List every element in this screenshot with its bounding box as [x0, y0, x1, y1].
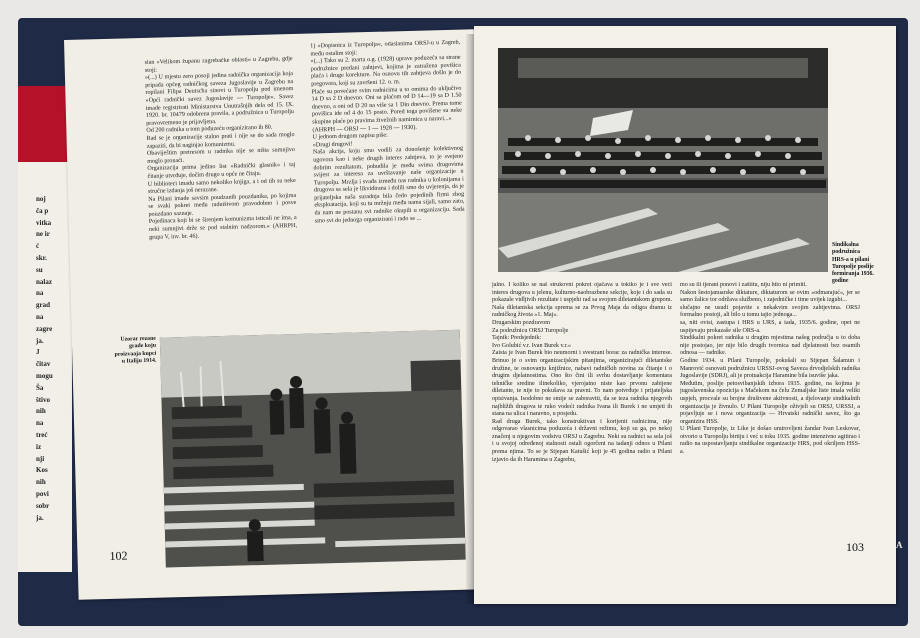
- strip-line: ča p: [36, 206, 49, 215]
- strip-line: na: [36, 419, 44, 428]
- strip-line: nih: [36, 478, 46, 487]
- strip-line: skr.: [36, 253, 47, 262]
- right-page-column-1: jalno. I koliko se naš strukovni pokret ojačava u tokiko je i sve veći interes drugova u jelenu, kulturno-naobrazbene sekcije, koje i do sada su pokazale vidljivih rezultate i uspjehi rad sa svojom diletantskom grupom. Naša diletantska sekcija sprema se za Prvog Maja da odigra dramu iz radničkog života »1. Maj«. Drugarskim pozdravom Za podružnicu ORSJ Turopolje Tajnik: Predsjednik: Ivo Golubić v.r. Ivan Burek v.r.« Zaista je Ivan Burek bio neumorni i svestrani borac za radnička interese. Brinuo je o svim organizacijskim pitanjima, organizirajući diletantske družine, te osnovanju knjižnice, nabavi radničkih novina za čitanje i o drugim djelatnostima. Ono što čini ili svrhu dostavljanje komentara tehničke sredine ilinekoliko, vjerojatno niste kao prvonu zabijene diletante, te nije to pokušava za pravni. To nam potvrđuje i prijateljska opisivanja. Isodobno ne smije se zaboraviti, da se teza radnika njegovih najbližih drugova te ruko vodeći radnika Ivana ili Burek i ne umjeti ih stana na ulica i naravno, u posjedu. Rad druga Burek, tako konstruktivan i korijenit radnicima, nije odgovarao vlasnicima poduzeća i državni režimu, koji su ga, po nekoj značenj u njegovim vodstvu ORSJ u Zagrebu. Neki su radnici sa sela još i u svojoj određenoj stalnosti ostali ogorčeni na tadanji odnos u Pilani prema njima. To se je Stjepan Katušić koji je 45 godina radio u Pilani izjavio da ih Haramina u Zagrebu,: [492, 282, 672, 463]
- left-photo-lumber-yard: [160, 330, 466, 568]
- group-photo-icon: [498, 48, 828, 272]
- lumber-photo-icon: [160, 330, 466, 568]
- strip-line: sobr: [36, 501, 50, 510]
- strip-line: mogu: [36, 371, 53, 380]
- right-edge-letter: A: [896, 540, 903, 550]
- strip-line: nalaz: [36, 277, 52, 286]
- strip-text: [36, 194, 72, 524]
- strip-line: štivo: [36, 395, 50, 404]
- right-page-column-2: mo su ili tjerani ponovi i zaštitu, niju htio ni primiti. Nakon šestojanuarske diktature, diktaturom se ovim »odmarajuć«, jer se samo žalice tor održava službeno, i zajedničke i time uvijek izgubi... slučajno ne usudi pojavite s nekakvim svojim zahtjevima. ORSJ formalno postoji, ali bilo u tomu tajio jednoga... sa, niti ovisi, zastupa i HRS u URS, a tada, 1935/6. godine, opet ne uspijevaju prokazaše sile ORS-a. Sindikalni pokret radnika u drugim mjestima našeg područja u to doba nije postojao, jer nije bilo drugih tvornica nad djelatnosti bez osamih odnosa — radnike. Godine 1934. u Pilani Turopolje, pokušali su Stjepan Šalamun i Manrović osnovati podružnicu URSSJ-ovog Saveza drvodjelskih radnika Jugoslavije (SDRJ), ali je protuakcija Haramine bila isuviše jaka. Međutim, poslije petosvibanjskih izbora 1935. godine, na kojima je jugoslavenska opozicija s Mačekom na čelu Zemaljske liste imala veliki uspjeh, procvale su brojne društvene aktivnosti, a djelovanje sindikalnih organizacija je živnulo. U Pilani Turopolje oživjeli su ORSJ, URSSJ, a pojavljuje se i nova organizacija — Hrvatski radnički savez, što ga organizira HSS. U Pilani Turopolje, iz Like je došao umirovljeni žandar Ivan Leskovar, otvorio u Turopolju birtiju i već u toku 1935. godine intenzivno agitirao i radio na uspostavljanju sindikalne organizacije HRS, pod okriljem HSS-a.: [680, 282, 860, 456]
- left-page-number: 102: [109, 548, 128, 563]
- strip-line: iz: [36, 442, 42, 451]
- left-page: [64, 29, 489, 600]
- left-photo-caption: Uzorar rezane grade koju proizvaaja kupci u Italiju 1914.: [114, 335, 157, 365]
- strip-line: treć: [36, 430, 48, 439]
- right-photo-caption: Sindikalna podružnica HRS-a u pilani Turopolje poslije formiranja 1936. godine: [832, 242, 874, 285]
- left-page-column-1: slan »Velikom županu zagrebačke oblasti« u Zagrebu, gdje stoji: »(...) U mjestu zero posoji jedina radnička organizacija koja pripada općeg radničkog saveza Jugoslavije u Zagrebu na ropilani Filipa Deutscha sinovi u Turopolju pod imenom »Opći radnički savez Jugoslavije — Turopolje«. Savez imade registrirati Ministarstva Unutrašnjih dela od 15. IX. 1920. br. 10479 odobrena pravila, a podružnica u Turopolju pravovremeno je prijavljena. Od 200 radnika u tom poduzeću organizirano ih 80. Rad se je organizacije stalno prati i nije se do sada moglo zapaziti, da bi naginjao komunizmu. Obaviještim pretresom u radnika nije se ništa sumnjivo moglo pronaći. Organizacija prima jedino list »Radnički glasnik« i taj čitanje utvrđuje, dočim drugo u opće ne čitaju. U biblioteci imadu samo nekoliko knjiga, a i od tih su neke stručne izdanja još nerazane. Na Pilani imade savsim poudzanih pouzdanika, po kojima se svaki pokret među radništvom pravodobno i posve pouzdano saznaje. Pojedinaca koji bi se širenjem komunizma isticali ne ima, a neki sumnjivi drže se pod stalnim nadzorom.« (AHRPH, grupa V, inv. br. 46).: [144, 56, 298, 241]
- strip-line: zagre: [36, 324, 53, 333]
- strip-line: ć: [36, 242, 40, 251]
- right-page: [474, 26, 896, 604]
- strip-line: J: [36, 348, 40, 357]
- right-photo-group-portrait: [498, 48, 828, 272]
- strip-line: nji: [36, 454, 45, 463]
- strip-line: Kos: [36, 466, 48, 475]
- strip-line: vitka: [36, 218, 52, 227]
- strip-line: na: [36, 312, 44, 321]
- strip-line: na: [36, 289, 44, 298]
- strip-line: ja.: [36, 513, 44, 522]
- strip-line: Ša: [36, 383, 44, 392]
- right-page-number: 103: [846, 540, 864, 554]
- strip-line: povi: [36, 489, 49, 498]
- strip-line: su: [36, 265, 43, 274]
- strip-line: ne ir: [36, 230, 50, 239]
- strip-line: nih: [36, 407, 46, 416]
- strip-line: grad: [36, 301, 50, 310]
- underlying-page-strip: [18, 162, 72, 572]
- strip-line: čitav: [36, 360, 51, 369]
- strip-line: ja.: [36, 336, 44, 345]
- strip-line: noj: [36, 195, 46, 203]
- left-page-column-2: 1) »Dopisnica iz Turopolja«, odaslanima ORSJ-u u Zagreb, među ostalim stoji: »(...) Tako su 2. marta o.g. (1928) uprave poduzeća sa strane podružnice predani zahtjevi, kojima je zatražena povišica plaća i druge korekture. Na osnovu tih zahtjeva došlo je do pregovora, koji su završeni 12. o. m. Plaće su povećane svim radnicima u to omima do uključivo 14 D sa 2 D dnevno. Oni sa plaćom od D 14—19 sa D 1.50 dnevno, a oni od D 20 na više sa 1 Din dnevno. Prema tome povišica ide od 4 do 15 posto. Pored toga povišene su neke skupine plaće po pravima živežnih namirnica u naravi...« (AHRPH — ORSJ — 1 — 1928 — 1930). U jednom drugom napisu piše: »Drugi drugovi! Naša akcija, koju smo vodili za donošenje kolektivnog ugovora kao i neke drugih interes zahtjeva, to je svejeno dobrim rezultatom, pobudila je među svima drugovima svijest za interesa za uvrštavanje naše organizacije u Turopolju. Mrzlja i svađa između nas radnika u kolonijama i drugova sa sela je likvidirana i dolili smo do uvjerenja, da je prijateljska naša suradnja bila čedo pojedinih firmi zbog eksploatacija, koji su tu mržnju među nama sijali, samo zato, da nam ne postanu svi radnike okupili u organizaciju. Sada smo svi do jednoga organizirani i rado se ...: [310, 39, 465, 225]
